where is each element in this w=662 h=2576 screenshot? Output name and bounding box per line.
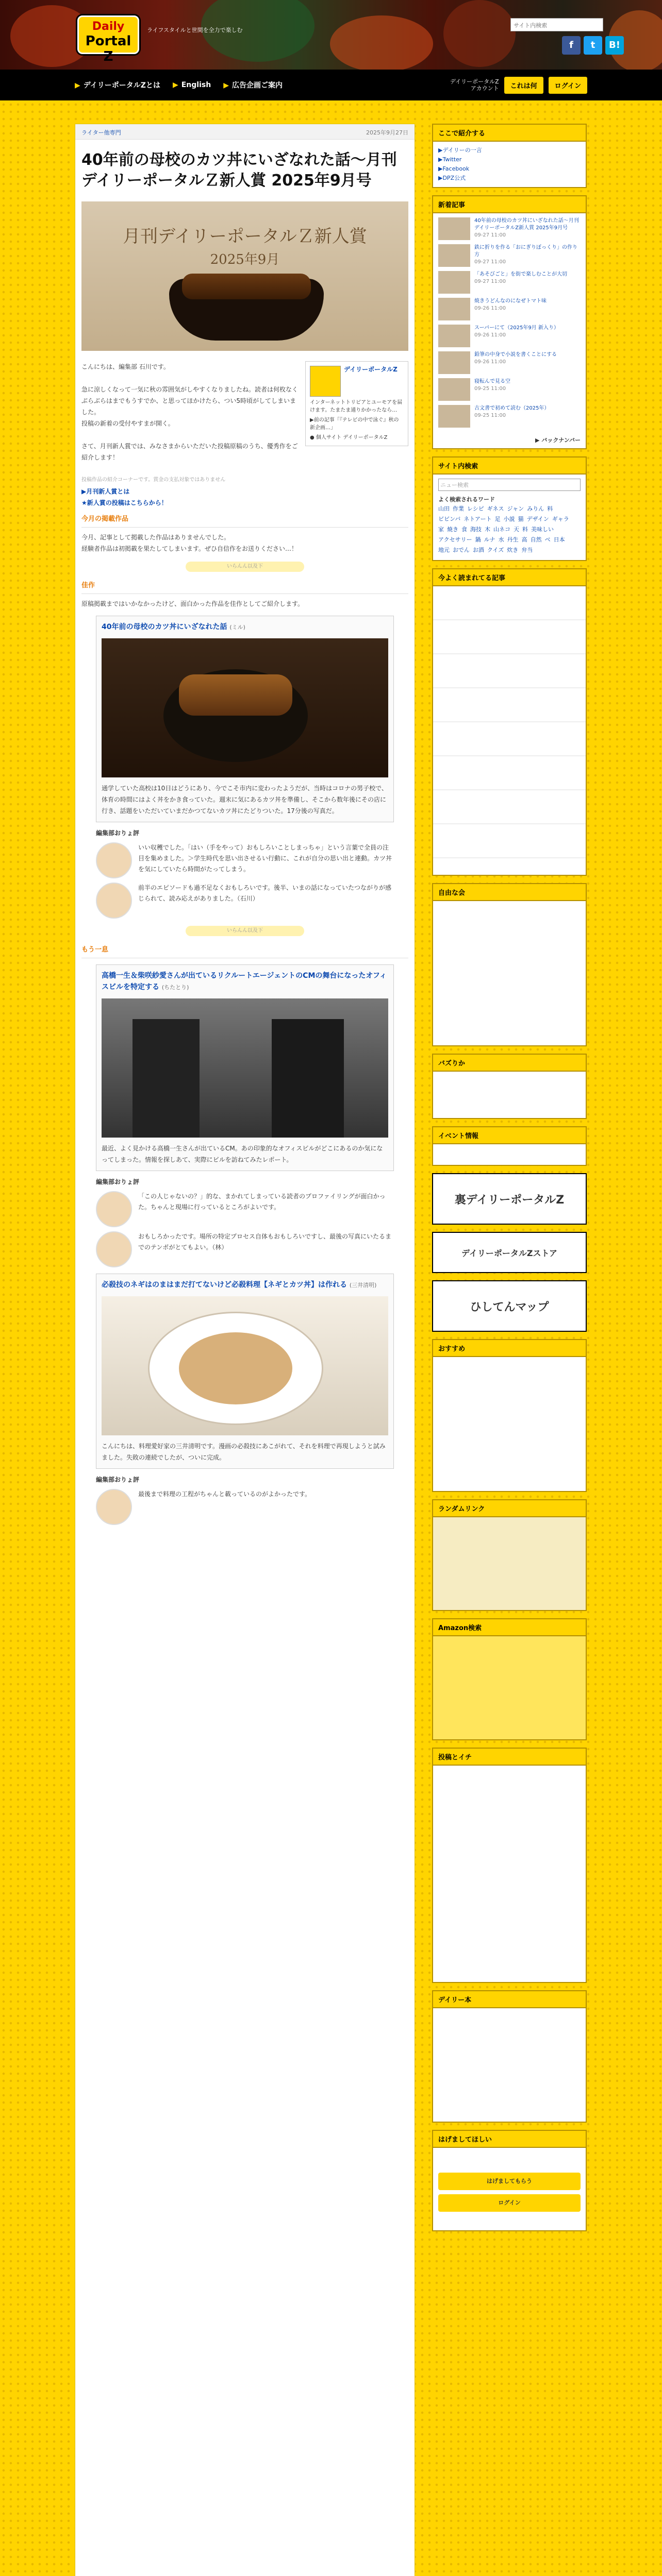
tag-link[interactable]: 海技 [470,526,482,533]
editor-label: 編集部おりょ評 [96,829,140,837]
entry-title[interactable] [96,965,393,998]
new-article-item[interactable] [438,378,581,401]
sidebar-new-articles [432,195,587,449]
tag-link[interactable]: 料 [547,505,553,512]
sidebar-search [432,456,587,561]
section-text-2: 経験者作品は初掲載を果たしてしまいます。ぜひ自信作をお送りください…！ [81,545,298,552]
tag-link[interactable]: 弁当 [521,547,533,553]
entry-byline: (三井清明) [349,1282,377,1289]
article-link[interactable] [474,351,557,374]
katsu-cutlet [182,274,311,299]
login-button[interactable]: ログイン [549,77,587,94]
sidebar-search-input[interactable]: ニュー検索 [438,479,581,491]
box-heading: バズりか [433,1055,586,1072]
article-link-title[interactable]: 古文書で初めて読む（2025年） [474,405,550,411]
tag-cloud [438,504,581,556]
profile-links[interactable]: ▶前の記事「『テレビの中で泳ぐ』秋の新企画…」 [310,417,399,431]
entry-byline: (ちたとり) [161,984,189,991]
tag-link[interactable]: ベ [544,536,551,543]
box-heading: 自由な会 [433,884,586,901]
sidebar-popular [432,568,587,876]
article-thumbnail [438,217,470,240]
article-link[interactable] [474,405,549,428]
sidebar-follow [432,124,587,188]
tags-heading: よく検索されるワード [438,496,495,503]
avatar [96,1489,132,1525]
tag-link[interactable]: 家 [438,526,444,533]
hatena-bookmark-icon[interactable]: B! [605,36,624,55]
box-heading: ランダムリンク [433,1500,586,1517]
avatar [96,883,132,919]
follow-link-4[interactable]: ▶DPZ公式 [438,175,466,181]
entry-image [102,1296,388,1435]
editor-comment [96,842,394,878]
tag-link[interactable]: お酒 [472,547,484,553]
tag-link[interactable]: 日本 [553,536,565,543]
article-link-title[interactable]: 鉄に折りを作る「おにぎりぼっくり」の作り方 [474,245,577,258]
editor-comment [96,1489,394,1525]
intro-p3: 投稿の新着の受付やすまが開く。 [81,420,174,427]
new-article-item[interactable] [438,271,581,294]
section-honorable [81,580,408,609]
sidebar-free [432,883,587,1046]
article-date: 09-27 11:00 [474,232,506,238]
comment-text: 最後まで料理の工程がちゃんと載っているのがよかったです。 [138,1490,311,1498]
site-header [0,0,662,70]
twitter-icon[interactable]: t [584,36,602,55]
sidebar-login-button[interactable]: ログイン [438,2194,581,2212]
tag-link[interactable]: ギャラ [552,516,569,522]
article-date: 09-25 11:00 [474,386,506,392]
article-thumbnail [438,351,470,374]
tag-link[interactable]: 高 [521,536,527,543]
article-date: 09-26 11:00 [474,332,506,338]
new-article-item[interactable] [438,217,581,240]
entry-image [102,998,388,1138]
nav-english[interactable] [173,81,211,89]
article-thumbnail [438,405,470,428]
entry-title[interactable] [96,616,393,638]
editor-comment [96,1191,394,1227]
article-link[interactable] [474,325,559,347]
entry-title-text[interactable]: 40年前の母校のカツ丼にいざなれた話 [102,623,227,631]
entry-body: 通学していた高校は10日はどうにあり、今でこそ市内に変わったようだが、当時はコロナの男子校で、体育の時間にはよく丼をかき食っていた。週末に気にあるカツ丼を準備し、そこから数年後にその店に行き、話題をいただいていまだかつてないカツ丼にたどりついた。17分後の写真だ。 [102,785,388,815]
editor-comment [96,883,394,919]
breadcrumb-link[interactable]: ライター他専門 [81,129,121,136]
tag-link[interactable]: 焼き [447,526,458,533]
section-text-1: 今月、記事として掲載した作品はありませんでした。 [81,534,230,541]
tag-link[interactable]: 小説 [503,516,515,522]
article-date: 2025年9月27日 [366,129,408,136]
banner-store[interactable]: デイリーポータルZストア [432,1232,587,1273]
author-profile [305,361,408,446]
entry-image [102,638,388,777]
tag-link[interactable]: おでん [453,547,470,553]
box-heading: サイト内検索 [433,457,586,474]
tag-link[interactable]: ギネス [487,505,504,512]
entry-card [96,964,394,1171]
nav-about-label: デイリーポータルZとは [83,81,160,90]
tag-link[interactable]: 天 [514,526,519,533]
section-divider: いらんん以及下 [186,562,304,572]
box-heading: 新着記事 [433,196,586,213]
article-thumbnail [438,378,470,401]
editor-comment [96,1231,394,1267]
tag-link[interactable]: 猫 [518,516,524,522]
nav-ads[interactable] [223,80,283,90]
section-heading: 佳作 [81,580,408,594]
tag-link[interactable]: 炊き [507,547,519,553]
facebook-icon[interactable]: f [562,36,581,55]
tag-link[interactable]: 料 [522,526,528,533]
banner-map[interactable]: ひしてんマップ [432,1280,587,1332]
tag-link[interactable]: 地元 [438,547,450,553]
profile-name[interactable]: デイリーポータルZ [344,366,398,373]
account-line-2: アカウント [470,85,499,92]
follow-link-2[interactable]: ▶Twitter [438,156,462,163]
nav-about[interactable] [75,80,160,90]
sidebar-random [432,1499,587,1611]
hero-text-2: 2025年9月 [210,252,280,267]
sidebar-encourage [432,2130,587,2231]
comment-text: おもしろかったです。場所の特定プロセス自体もおもしろいですし、最後の写真にいたるまでのテンポがとてもよい。（林） [138,1233,392,1251]
avatar [310,366,341,397]
article-intro [75,356,415,505]
comment-text: 「この人じゃないの？」的な、まかれてしまっている読者のプロファイリングが面白かった。ちゃんと現場に行っているところがよいです。 [138,1193,386,1211]
profile-sns[interactable]: ● 個人サイト デイリーポータルZ [310,435,388,440]
sidebar-amazon [432,1618,587,1740]
intro-p4: さて、月刊新人賞では、みなさまからいただいた投稿原稿のうち、優秀作をご紹介します！ [81,443,298,461]
article-link-title[interactable]: 焼きうどんなのになぜトマト味 [474,298,547,304]
entry-byline: (ミル) [229,624,245,631]
triangle-icon: ▶ [75,81,80,90]
entry-body: こんにちは、料理愛好家の三井清明です。漫画の必殺技にあこがれて、それを料理で再現しようと試みました。失敗の連続でしたが、ついに完成。 [102,1443,386,1461]
box-heading: はげましてほしい [433,2131,586,2148]
follow-link-3[interactable]: ▶Facebook [438,165,470,172]
box-heading: おすすめ [433,1340,586,1357]
sidebar-recommend [432,1339,587,1492]
new-article-item[interactable] [438,405,581,428]
new-article-item[interactable] [438,351,581,374]
tag-link[interactable]: 自然 [530,536,542,543]
header-search-input[interactable]: サイト内検索 [510,18,603,31]
tag-link[interactable]: クイズ [487,547,504,553]
entry-title-text[interactable]: 高橋一生＆柴咲紗愛さんが出ているリクルートエージェントのCMの舞台になったオフィスビルを特定する [102,972,387,991]
article-link[interactable] [474,271,567,294]
tag-link[interactable]: 木 [485,526,490,533]
hero-image [81,201,408,351]
tag-link[interactable]: ジャン [507,505,524,512]
comment-text: いい収穫でした。「はい（手をやって）おもしろいことしまっちゃ」という言葉で全員の注目を集めました。＞学生時代を思い出させるい行動に、これが自分の思い出と連動。カツ丼を気にしていたら時間がたってしまう。 [138,844,392,873]
section-text: 原稿掲載まではいかなかったけど、面白かった作品を佳作としてご紹介します。 [81,600,304,607]
new-article-item[interactable] [438,298,581,320]
article-link-title[interactable]: スーパーにて（2025年9月 新入り） [474,325,559,331]
box-heading: デイリー本 [433,1991,586,2008]
article-thumbnail [438,271,470,294]
tag-link[interactable]: ネトアート [464,516,492,522]
article-link-title[interactable]: 40年前の母校のカツ丼にいざなれた話〜月刊デイリーポータルZ新人賞 2025年9月号 [474,218,579,231]
sidebar-buzz [432,1054,587,1119]
tag-link[interactable]: みりん [527,505,544,512]
tag-link[interactable]: アクセサリー [438,536,472,543]
article-link[interactable] [474,217,581,240]
tag-link[interactable]: 鍋 [475,536,481,543]
article-link[interactable] [474,244,581,267]
backnumber-link[interactable]: ▶ バックナンバー [535,437,581,444]
account-label [450,78,499,92]
box-heading: 今よく読まれてる記事 [433,569,586,586]
article-link[interactable] [474,298,547,320]
box-heading: ここで紹介する [433,125,586,142]
box-heading: Amazon検索 [433,1619,586,1636]
tag-link[interactable]: レシピ [467,505,484,512]
box-heading: イベント情報 [433,1127,586,1144]
entry-card [96,1274,394,1469]
article-date: 09-27 11:00 [474,259,506,265]
tag-link[interactable]: 山田 [438,505,450,512]
logo-text-1: Daily [92,20,125,33]
encourage-button[interactable]: はげましてもらう [438,2173,581,2190]
header-social [562,36,624,55]
avatar [96,842,132,878]
sidebar [432,124,587,2239]
tag-link[interactable]: ルナ [484,536,495,543]
link-submit[interactable]: ★新人賞の投稿はこちらから！ [81,499,168,506]
triangle-icon: ▶ [172,81,178,89]
nav-english-label: English [181,81,211,89]
tag-link[interactable]: 美味しい [531,526,554,533]
avatar [96,1191,132,1227]
main-navigation [0,70,662,100]
article-link-title[interactable]: 「あそびごと」を街で楽しむことが大切 [474,272,567,277]
new-article-item[interactable] [438,325,581,347]
site-logo[interactable] [77,15,139,64]
section-heading: もう一息 [81,944,408,958]
tag-link[interactable]: 作業 [453,505,464,512]
entry-title-text[interactable]: 必殺技のネギはのまはまだ打てないけど必殺料理【ネギとカツ丼】は作れる [102,1281,347,1289]
box-heading: 投稿とイチ [433,1749,586,1766]
tag-link[interactable]: ビビンバ [438,516,461,522]
new-article-item[interactable] [438,244,581,267]
article-date: 09-26 11:00 [474,359,506,365]
intro-note: 投稿作品の紹介コーナーです。賞金の支払対象ではありません [81,477,226,483]
entry-title[interactable] [96,1274,393,1296]
editor-label: 編集部おりょ評 [96,1178,140,1185]
section-divider: いらんん以及下 [186,926,304,936]
tag-link[interactable]: 丹生 [507,536,519,543]
article-link[interactable] [474,378,510,401]
account-line-1: デイリーポータルZ [450,78,499,85]
section-almost [81,944,408,958]
tag-link[interactable]: デザイン [526,516,549,522]
breadcrumb [75,124,415,140]
site-tagline: ライフスタイルと世間を全力で楽しむ [147,27,243,33]
article-thumbnail [438,325,470,347]
article-date: 09-27 11:00 [474,279,506,284]
article-date: 09-25 11:00 [474,413,506,418]
tag-link[interactable]: 水 [498,536,504,543]
nav-ads-label: 広告企画ご案内 [231,81,283,90]
article-main [75,124,415,2576]
link-about-award[interactable]: ▶月刊新人賞とは [81,488,130,495]
section-heading: 今月の掲載作品 [81,514,408,528]
follow-link-1[interactable]: ▶デイリーの一言 [438,147,482,154]
intro-p1: こんにちは、編集部 石川です。 [81,363,170,370]
article-thumbnail [438,298,470,320]
tag-link[interactable]: 食 [461,526,467,533]
comment-text: 前半のエピソードも過不足なくおもしろいです。後半、いまの話になっていたつながりが感じられて、読み応えがありました。（石川） [138,884,392,902]
logo-text-2: Portal Z [85,33,131,64]
triangle-icon: ▶ [223,81,229,90]
sidebar-books [432,1990,587,2123]
about-button[interactable]: これは何 [504,77,543,94]
page-title: 40年前の母校のカツ丼にいざなれた話〜月刊デイリーポータルＺ新人賞 2025年9月号 [81,151,397,190]
section-published [81,514,408,554]
entry-card [96,616,394,822]
article-link-title[interactable]: 鉛筆の中身で小説を書くことにする [474,352,557,358]
tag-link[interactable]: 足 [494,516,501,522]
sidebar-events [432,1126,587,1166]
editor-label: 編集部おりょ評 [96,1476,140,1483]
hero-text-1: 月刊デイリーポータルＺ新人賞 [123,226,367,247]
tag-link[interactable]: 山ネコ [493,526,510,533]
sidebar-submit [432,1748,587,1983]
intro-p2: 急に涼しくなって一気に秋の雰囲気がしやすくなりましたね。読者は何枚なくぶらぶらはまでもうすでか、と思ってほかけたら、つい5時頃がしてしまいました。 [81,386,299,416]
banner-ura[interactable]: 裏デイリーポータルZ [432,1173,587,1225]
avatar [96,1231,132,1267]
article-date: 09-26 11:00 [474,306,506,311]
article-link-title[interactable]: 寝転んで見る空 [474,379,510,384]
article-thumbnail [438,244,470,267]
entry-body: 最近、よく見かける高橋一生さんが出ているCM。あの印象的なオフィスビルがどこにあるのか気になってしまった。情報を探しあて、実際にビルを訪ねてみたレポート。 [102,1145,383,1163]
profile-desc: インターネットトリビアとユーモアを届けます。たまたま通りかかったなら… [310,400,403,413]
